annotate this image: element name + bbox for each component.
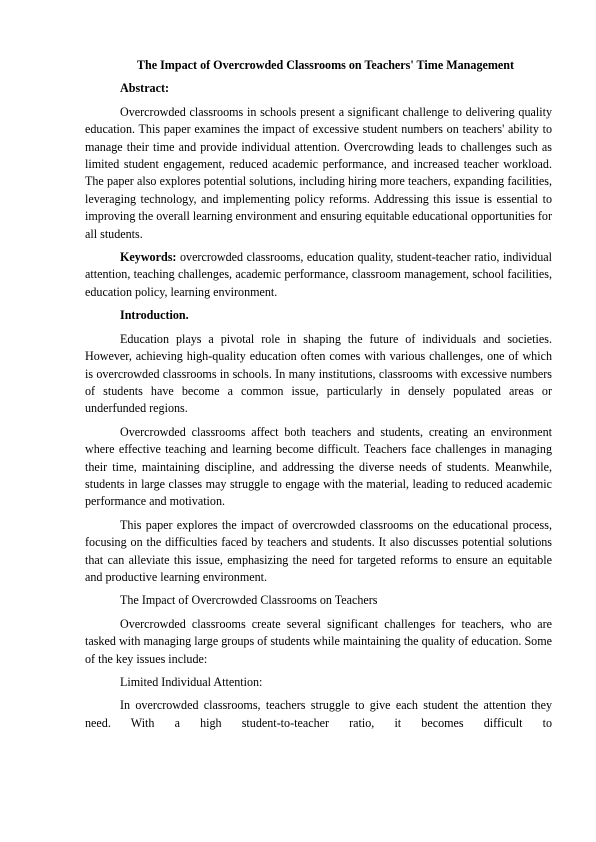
keywords-label: Keywords: [120, 250, 177, 265]
subsection-heading: Limited Individual Attention: [120, 675, 263, 689]
intro-paragraph-2: Overcrowded classrooms affect both teachers and students, creating an environment where effective teaching and learning become difficult. Teachers face challenges in managing their time, maintaining discipline, and addressing the diverse needs of students. Meanwhile, students in large classes may struggle to engage with the material, leading to reduced academic performance and motivation. [85, 424, 552, 509]
keywords-paragraph [85, 249, 552, 301]
subsection-paragraph-1: In overcrowded classrooms, teachers struggle to give each student the attention they need. With a high student-to-teacher ratio, it becomes difficult to [85, 698, 552, 730]
section-paragraph-1: Overcrowded classrooms create several significant challenges for teachers, who are tasked with managing large groups of students while maintaining the quality of education. Some of the key issues include: [85, 616, 552, 666]
paper-title: The Impact of Overcrowded Classrooms on Teachers' Time Management [136, 58, 515, 72]
section-heading: The Impact of Overcrowded Classrooms on Teachers [120, 593, 378, 608]
intro-paragraph-3: This paper explores the impact of overcrowded classrooms on the educational process, focusing on the difficulties faced by teachers and students. It also discusses potential solutions that can alleviate this issue, emphasizing the need for targeted reforms to ensure an equitable and productive learning environment. [85, 517, 552, 584]
intro-paragraph-1: Education plays a pivotal role in shaping the future of individuals and societies. However, achieving high-quality education often comes with various challenges, one of which is overcrowded classrooms in schools. In many institutions, classrooms with excessive numbers of students have become a common issue, particularly in densely populated areas or underfunded regions. [85, 331, 552, 416]
abstract-heading: Abstract: [120, 81, 170, 96]
introduction-heading: Introduction. [120, 308, 189, 323]
abstract-paragraph: Overcrowded classrooms in schools present a significant challenge to delivering quality education. This paper examines the impact of excessive student numbers on teachers' ability to manage their time and provide individual attention. Overcrowding leads to challenges such as limited student engagement, reduced academic performance, and increased teacher workload. The paper also explores potential solutions, including hiring more teachers, expanding facilities, leveraging technology, and implementing policy reforms. Addressing this issue is essential to improving the overall learning environment and ensuring equitable educational opportunities for all students. [85, 104, 552, 241]
keywords-list: overcrowded classrooms, education quality, student-teacher ratio, individual attention, teaching challenges, academic performance, classroom management, school facilities, education policy, learning environment. [85, 250, 552, 299]
